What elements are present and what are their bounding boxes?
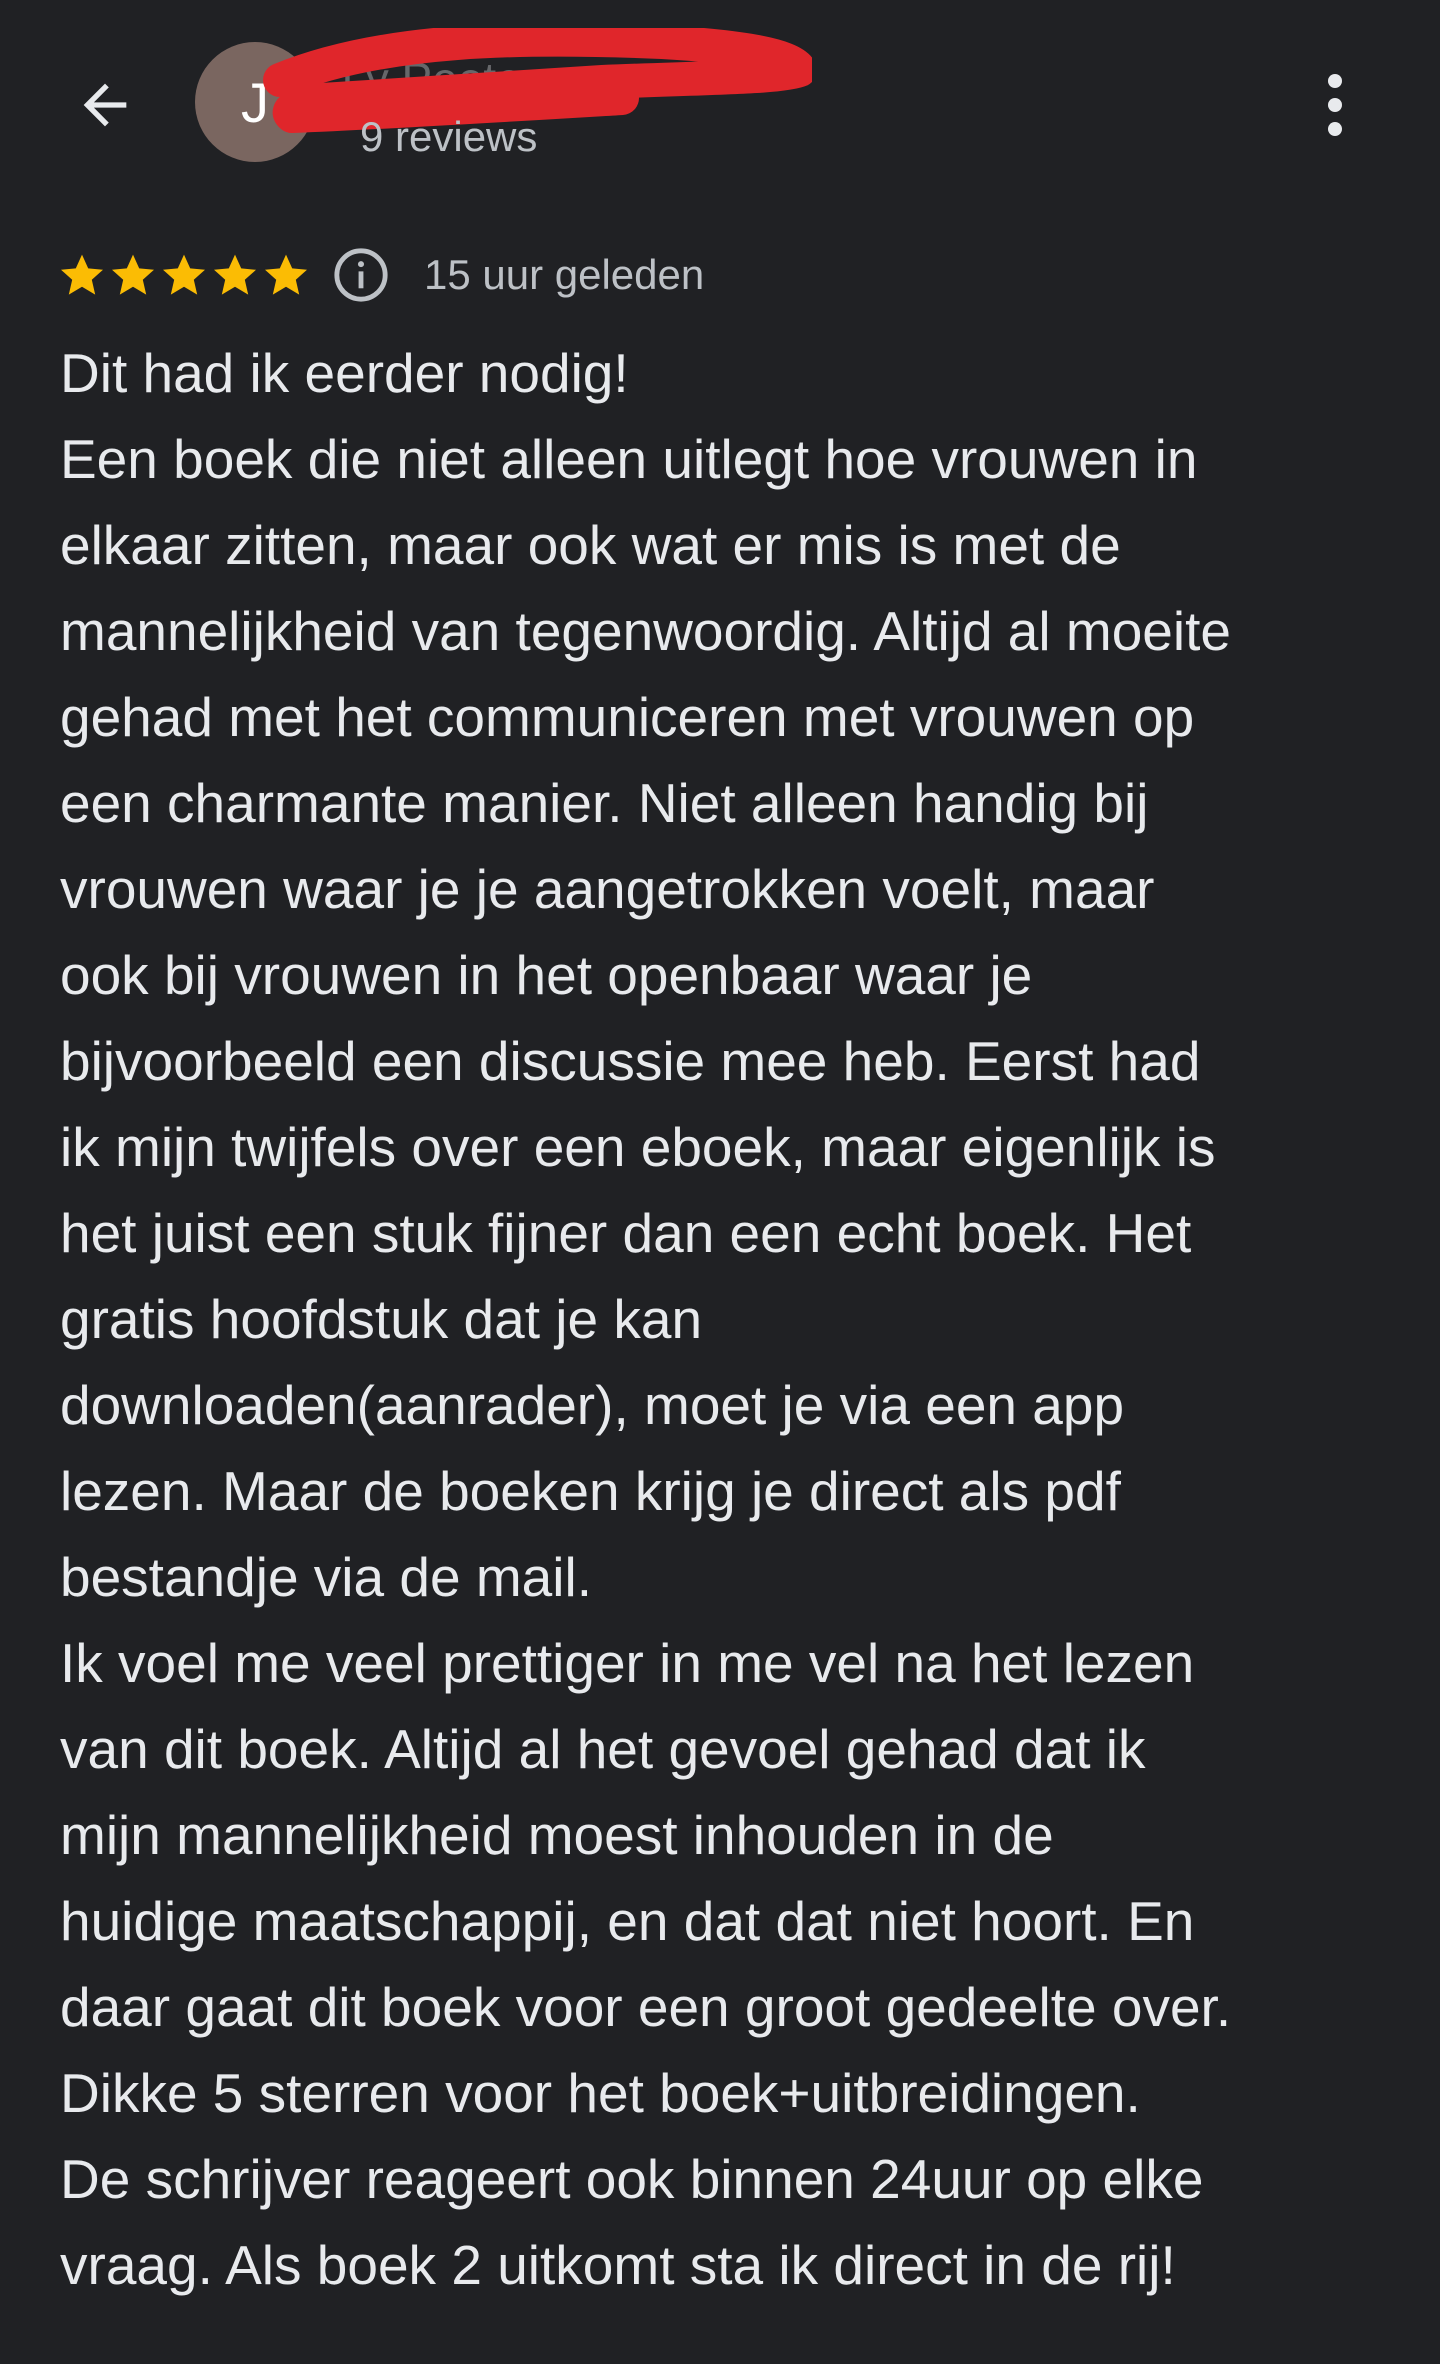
review-line: mannelijkheid van tegenwoordig. Altijd al moeite [60,600,1231,662]
review-line: Dikke 5 sterren voor het boek+uitbreidingen. [60,2062,1141,2124]
reviewer-name[interactable]: J y Peeter [330,53,538,105]
review-line: Dit had ik eerder nodig! [60,342,629,404]
avatar-initial: J [241,70,269,134]
review-line: bijvoorbeeld een discussie mee heb. Eerst had [60,1030,1201,1092]
arrow-back-icon [73,73,137,137]
review-timestamp: 15 uur geleden [424,251,705,298]
review-line: gehad met het communiceren met vrouwen op [60,686,1195,748]
star-icon [160,251,208,299]
review-line: daar gaat dit boek voor een groot gedeelte over. [60,1976,1232,2038]
star-rating [58,251,310,299]
back-button[interactable] [60,60,150,150]
review-line: huidige maatschappij, en dat dat niet hoort. En [60,1890,1195,1952]
rating-row [58,240,704,310]
star-icon [58,251,106,299]
review-line: mijn mannelijkheid moest inhouden in de [60,1804,1054,1866]
star-icon [262,251,310,299]
review-count: 9 reviews [360,113,538,160]
review-line: een charmante manier. Niet alleen handig bij [60,772,1149,834]
star-icon [109,251,157,299]
review-line: bestandje via de mail. [60,1546,592,1608]
review-line: Een boek die niet alleen uitlegt hoe vrouwen in [60,428,1198,490]
more-options-button[interactable] [1295,55,1375,155]
review-line: De schrijver reageert ook binnen 24uur op elke [60,2148,1204,2210]
review-line: vraag. Als boek 2 uitkomt sta ik direct in de rij! [60,2234,1176,2296]
review-line: Ik voel me veel prettiger in me vel na het lezen [60,1632,1195,1694]
review-line: van dit boek. Altijd al het gevoel gehad dat ik [60,1718,1146,1780]
info-icon[interactable] [332,246,390,304]
review-text [60,330,1400,2308]
review-line: ik mijn twijfels over een eboek, maar eigenlijk is [60,1116,1216,1178]
star-icon [211,251,259,299]
review-line: downloaden(aanrader), moet je via een app [60,1374,1125,1436]
review-line: gratis hoofdstuk dat je kan [60,1288,703,1350]
review-line: lezen. Maar de boeken krijg je direct als pdf [60,1460,1121,1522]
review-line: vrouwen waar je je aangetrokken voelt, maar [60,858,1155,920]
more-vert-icon [1325,72,1345,138]
review-line: elkaar zitten, maar ook wat er mis is met de [60,514,1121,576]
review-line: ook bij vrouwen in het openbaar waar je [60,944,1033,1006]
app-header [0,0,1440,200]
review-line: het juist een stuk fijner dan een echt boek. Het [60,1202,1192,1264]
